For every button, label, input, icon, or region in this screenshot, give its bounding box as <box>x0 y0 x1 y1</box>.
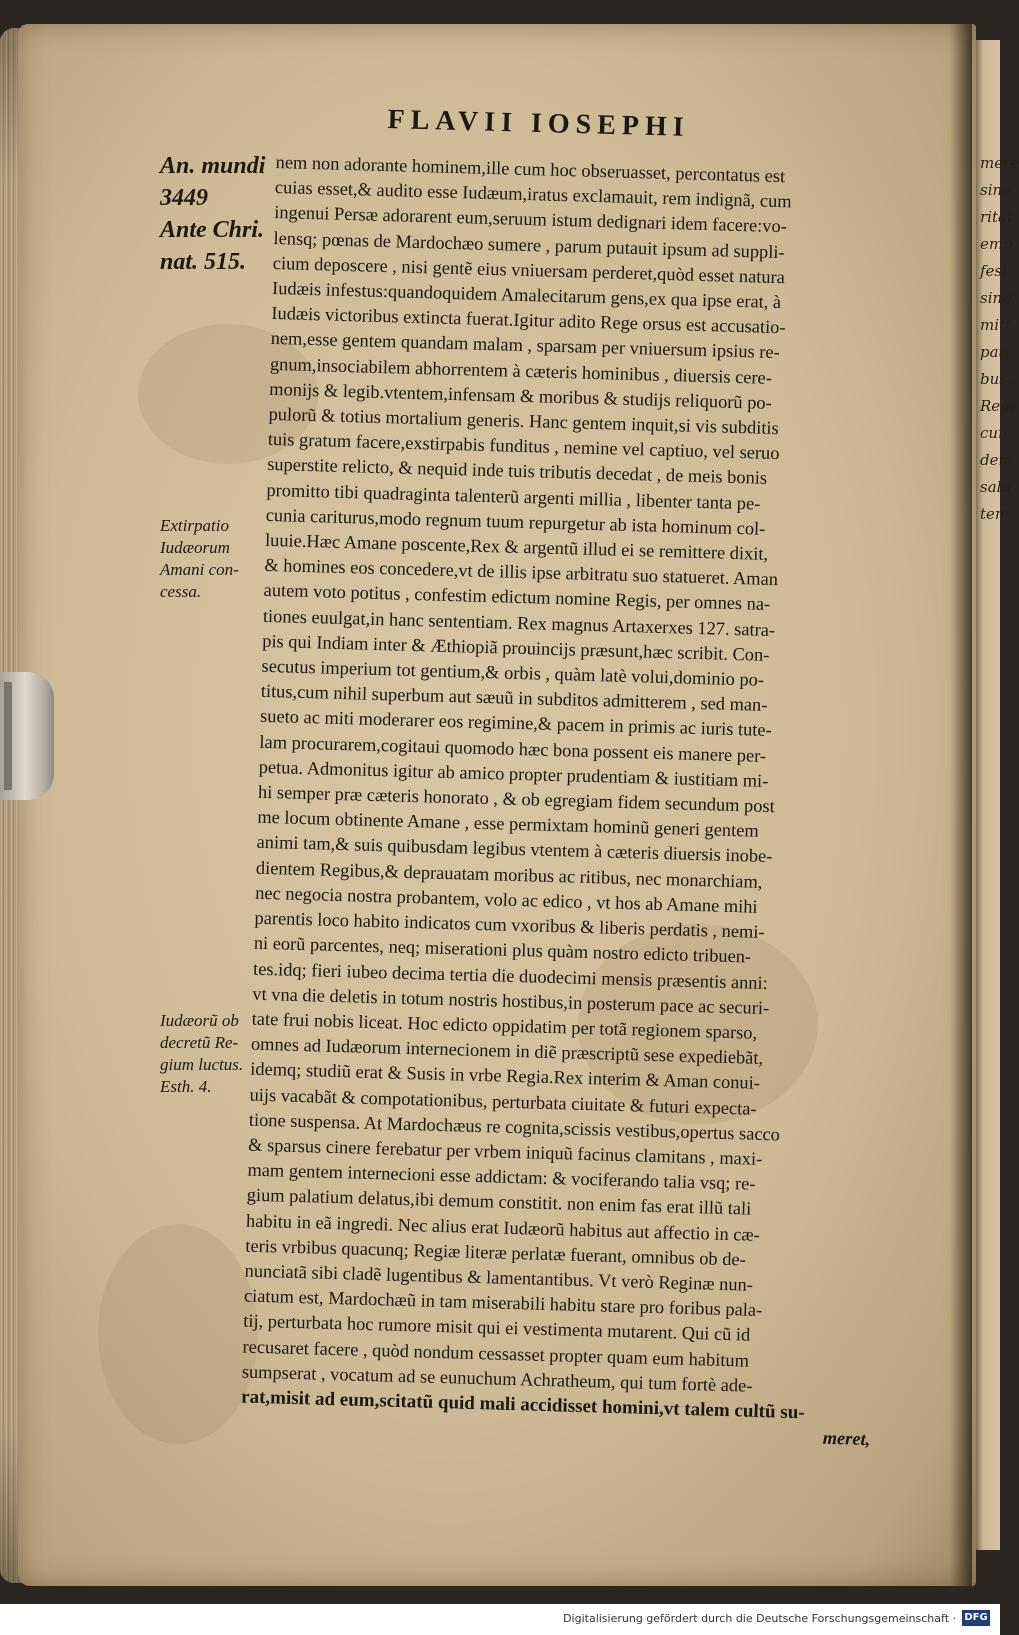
facing-page-fragment: ritat <box>980 208 1013 226</box>
text-line: tiones euulgat,in hanc sententiam. Rex magnus Artaxerxes 127. satra- <box>262 605 776 640</box>
text-line: me locum obtinente Amane , esse permixtam hominũ generi gentem <box>257 807 759 842</box>
text-line: sueto ac miti moderarer eos regimine,& pacem in primis ac iuris tute- <box>259 706 772 741</box>
dfg-logo: DFG <box>962 1610 990 1626</box>
text-line: Iudæis victoribus extincta fuerat.Igitur adito Rege orsus est accusatio- <box>271 303 786 338</box>
text-line: promitto tibi quadraginta talenterũ argenti millia , libenter tanta pe- <box>266 479 761 514</box>
facing-page-fragment: bus. <box>980 370 1012 388</box>
text-line: autem voto potitus , confestim edictum nomine Regis, per omnes na- <box>263 580 771 615</box>
text-line: habitu in eã ingredi. Nec alius erat Iudæorũ habitus aut affectio in cæ- <box>245 1210 761 1245</box>
facing-page-fragment: sine <box>980 181 1012 199</box>
text-line: uijs vacabãt & compotationibus, perturbata ciuitate & futuri expecta- <box>249 1084 757 1119</box>
facing-page-fragment: Rege <box>980 397 1019 415</box>
text-line: sumpserat , vocatum ad se eunuchum Achratheum, qui tum fortè ade- <box>241 1361 753 1396</box>
text-line: superstite relicto, & nequid inde tuis tributis decedat , de meis bonis <box>266 454 768 489</box>
text-line: secutus imperium tot gentium,& orbis , quàm latè volui,dominio po- <box>261 655 765 690</box>
text-line: tate frui nobis liceat. Hoc edicto oppidatim per totã regionem sparso, <box>251 1008 758 1043</box>
text-line: cuias esset,& audito esse Iudæum,iratus exclamauit, rem indignã, cum <box>274 177 792 212</box>
facing-page-fragment: fest <box>980 262 1009 280</box>
margin-line: Iudæorum <box>160 538 230 557</box>
text-line: animi tam,& suis quibusdam legibus vtentem à cæteris diuersis inobe- <box>256 832 773 867</box>
facing-page-fragment: cun <box>980 424 1008 442</box>
facing-page-fragment: salu <box>980 478 1012 496</box>
text-line: tione suspensa. At Mardochæus re cognita,scissis vestibus,opertus sacco <box>248 1109 781 1145</box>
text-line: tuis gratum facere,exstirpabis funditus , nemine vel captiuo, vel seruo <box>267 429 780 464</box>
text-line: tij, perturbata hoc rumore misit qui ei vestimenta mutarent. Qui cũ id <box>243 1310 751 1346</box>
running-header: FLAVII IOSEPHI <box>387 104 691 143</box>
text-line: luuie.Hæc Amane poscente,Rex & argentũ illud ei se remittere dixit, <box>264 529 769 564</box>
text-line: gnum,insociabilem abhorrentem à cæteris hominibus , diuersis cere- <box>269 353 773 388</box>
facing-page-fragment: emp <box>980 235 1013 253</box>
text-line: mam gentem internecioni esse addictam: & vociferando talia vsq; re- <box>247 1159 756 1194</box>
facing-page-fragment: mere <box>980 154 1019 172</box>
text-line: omnes ad Iudæorum internecionem in diẽ præscriptũ sese expediebãt, <box>250 1033 764 1069</box>
text-line: idemq; studiũ erat & Susis in vrbe Regia.Rex interim & Aman conui- <box>250 1058 761 1094</box>
text-line: lensq; pœnas de Mardochæo sumere , parum putauit ipsum ad suppli- <box>273 227 785 262</box>
margin-line: 3449 <box>160 185 208 211</box>
footer-credit: Digitalisierung gefördert durch die Deutsche Forschungsgemeinschaft · <box>563 1612 956 1625</box>
binding-gutter <box>950 24 972 1586</box>
text-line: & sparsus cinere ferebatur per vrbem iniquũ facinus clamitans , maxi- <box>247 1134 763 1169</box>
text-line: nem non adorante hominem,ille cum hoc obseruasset, percontatus est <box>275 151 786 187</box>
text-line: vt vna die deletis in totum nostris hostibus,in posterum pace ac securi- <box>252 983 770 1018</box>
text-line: ingenui Persæ adorarent eum,seruum istum dedignari idem facere:vo- <box>273 202 788 237</box>
page-clip-bar <box>4 682 12 790</box>
facing-page-fragment: sing <box>980 289 1012 307</box>
facing-page-fragment: dem <box>980 451 1013 469</box>
margin-line: Amani con- <box>160 560 239 579</box>
text-line: recusaret facere , quòd nondum cessasset propter quam eum habitum <box>242 1336 750 1371</box>
text-line: rat,misit ad eum,scitatũ quid mali accidisset homini,vt talem cultũ su- <box>240 1386 805 1424</box>
text-line: cium deposcere , nisi gentẽ eius vniuersam perderet,quòd esset natura <box>272 252 786 288</box>
facing-page-edge <box>974 40 1019 1550</box>
text-line: titus,cum nihil superbum aut sæuũ in subditos admitterem , sed man- <box>260 681 768 716</box>
text-line: teris vrbibus quacunq; Regiæ literæ perlatæ fuerant, omnibus ob de- <box>245 1235 747 1270</box>
text-line: nem,esse gentem quandam malam , sparsam per vniuersum ipsius re- <box>270 328 781 363</box>
margin-note-extirpatio <box>160 515 239 603</box>
margin-line: decretũ Re- <box>160 1033 239 1052</box>
text-line: ni eorũ parcentes, neq; miserationi plus quàm nostro edicto tribuen- <box>253 932 752 967</box>
text-line: hi semper præ cæteris honorato , & ob egregiam fidem secundum post <box>257 781 776 817</box>
text-line: pis qui Indiam inter & Æthiopiã prouincijs præsunt,hæc scribit. Con- <box>262 630 770 665</box>
margin-line: Esth. 4. <box>160 1077 212 1096</box>
text-line: petua. Admonitus igitur ab amico propter prudentiam & iustitiam mi- <box>258 756 769 791</box>
body-text <box>240 150 906 1452</box>
text-line: ciatum est, Mardochæũ in tam miserabili habitu stare pro foribus pala- <box>243 1285 763 1321</box>
margin-line: Ante Chri. <box>160 217 265 243</box>
margin-line: cessa. <box>160 582 202 601</box>
text-line: nunciatã sibi cladẽ lugentibus & lamentantibus. Vt verò Reginæ nun- <box>244 1260 754 1295</box>
margin-line: An. mundi <box>160 153 266 179</box>
text-line: cunia cariturus,modo regnum tuum repurgetur ab ista hominum col- <box>265 504 766 539</box>
facing-page-fragment: tem <box>980 505 1010 523</box>
text-line: parentis loco habito indicatos cum vxoribus & liberis perdatis , nemi- <box>254 907 765 943</box>
facing-page-fragment: mitt <box>980 316 1012 334</box>
facing-page-fragment: pati <box>980 343 1010 361</box>
text-line: Iudæis infestus:quandoquidem Amalecitarum gens,ex qua ipse erat, à <box>271 277 782 313</box>
text-line: pulorũ & totius mortalium generis. Hanc gentem inquit,si vis subditis <box>268 403 780 439</box>
text-line: lam procurarem,cogitaui quomodo hæc bona possent eis manere per- <box>259 731 767 766</box>
margin-line: gium luctus. <box>160 1055 244 1074</box>
text-line: tes.idq; fieri iubeo decima tertia die duodecimi mensis præsentis anni: <box>252 958 769 993</box>
margin-line: nat. 515. <box>160 249 247 275</box>
text-line: & homines eos concedere,vt de illis ipse arbitratu suo statueret. Aman <box>264 555 779 590</box>
text-line: gium palatium delatus,ibi demum constitit. non enim fas erat illũ tali <box>246 1184 752 1220</box>
text-line: monijs & legib.vtentem,infensam & moribus & studijs reliquorũ po- <box>269 378 773 413</box>
margin-note-luctus <box>160 1010 243 1098</box>
margin-line: Extirpatio <box>160 516 229 535</box>
margin-date-note <box>160 150 265 278</box>
footer-bar <box>0 1604 1000 1635</box>
text-line: nec negocia nostra probantem, volo ac edico , vt hos ab Amane mihi <box>254 882 758 917</box>
catchword: meret, <box>822 1427 871 1450</box>
margin-line: Iudæorũ ob <box>160 1011 239 1030</box>
text-line: dientem Regibus,& deprauatam moribus ac ritibus, nec monarchiam, <box>255 857 763 892</box>
